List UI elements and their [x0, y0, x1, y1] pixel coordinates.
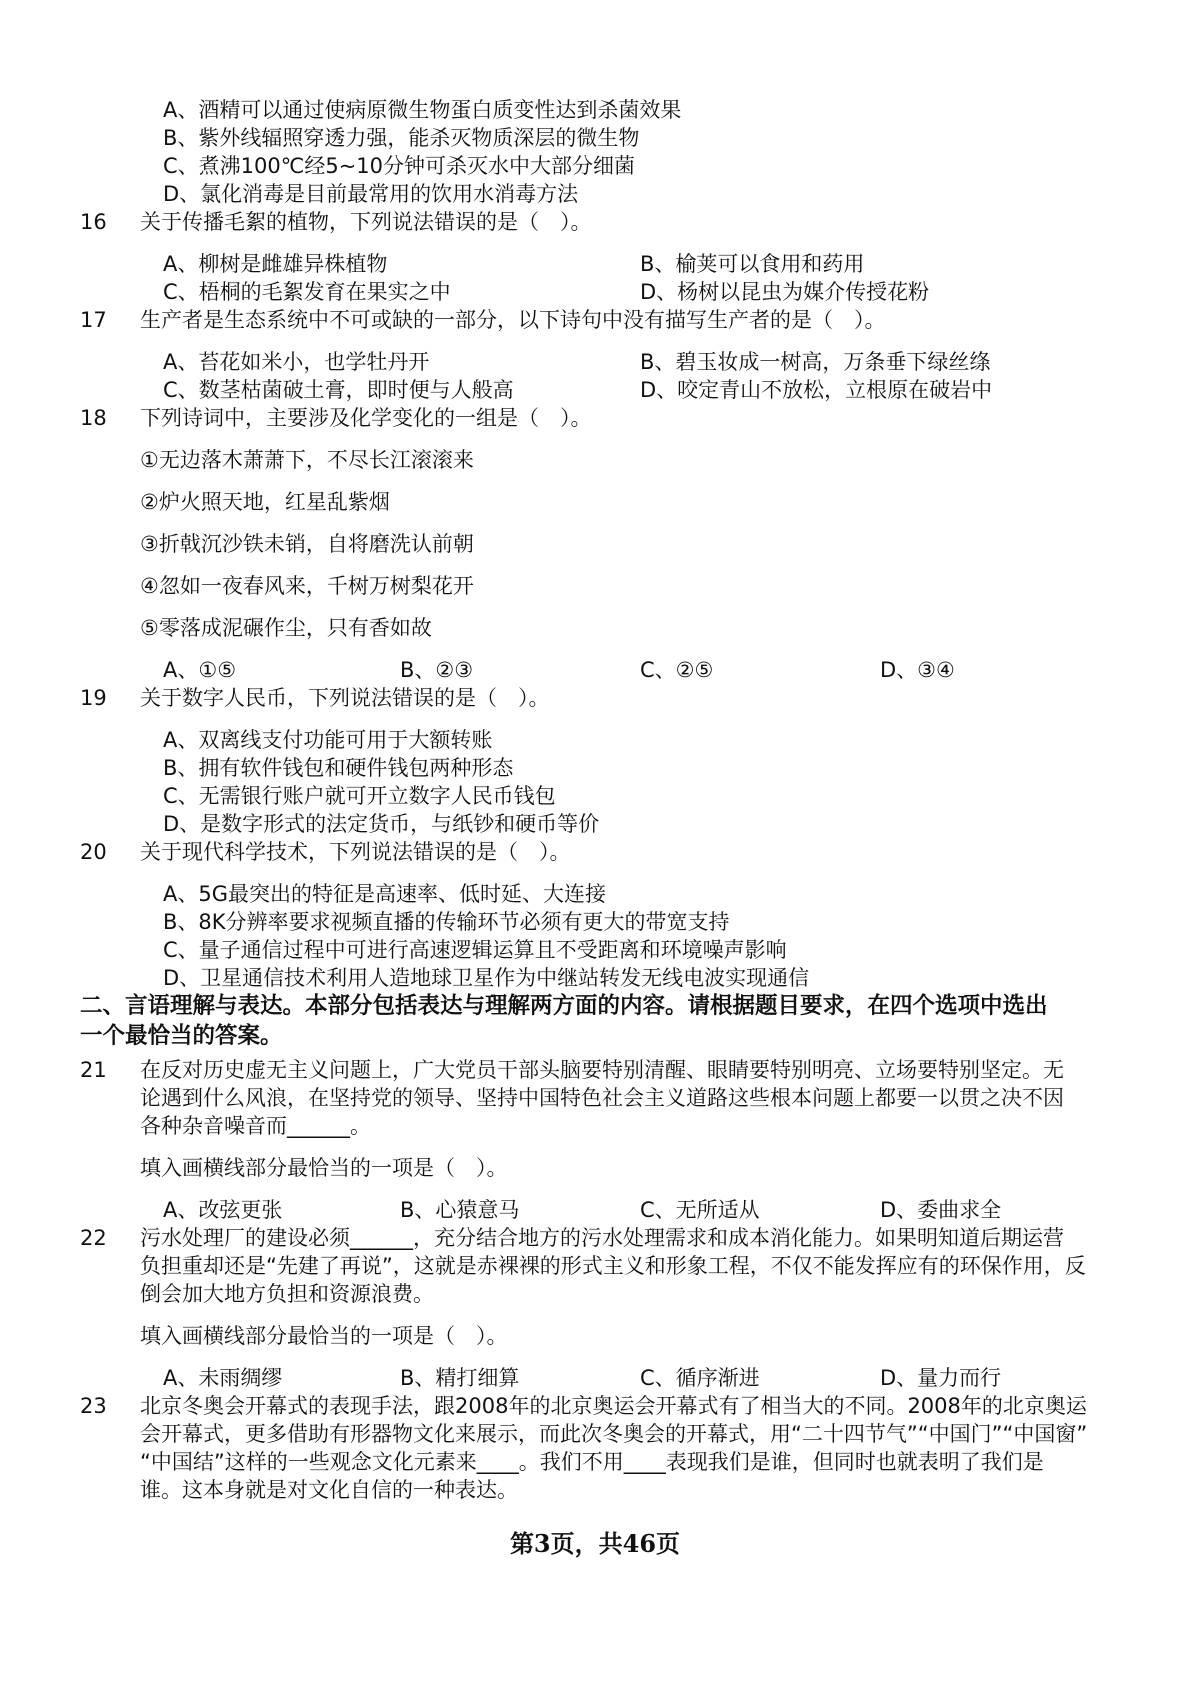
q17-number: 17	[80, 308, 107, 332]
q20-option-c: C、量子通信过程中可进行高速逻辑运算且不受距离和环境噪声影响	[163, 938, 787, 962]
q18-poem-2: ②炉火照天地，红星乱紫烟	[140, 490, 390, 514]
q17-option-b: B、碧玉妆成一树高，万条垂下绿丝绦	[640, 350, 991, 374]
q20-option-b: B、8K分辨率要求视频直播的传输环节必须有更大的带宽支持	[163, 910, 730, 934]
q15-option-a: A、酒精可以通过使病原微生物蛋白质变性达到杀菌效果	[163, 98, 682, 122]
q18-stem: 下列诗词中，主要涉及化学变化的一组是（ ）。	[140, 406, 592, 430]
q18-option-d: D、③④	[880, 658, 955, 682]
q18-option-a: A、①⑤	[163, 658, 237, 682]
q17-option-a: A、苔花如米小，也学牡丹开	[163, 350, 430, 374]
q22-option-b: B、精打细算	[400, 1366, 520, 1390]
q16-option-d: D、杨树以昆虫为媒介传授花粉	[640, 280, 930, 304]
q19-option-c: C、无需银行账户就可开立数字人民币钱包	[163, 784, 556, 808]
q19-stem: 关于数字人民币，下列说法错误的是（ ）。	[140, 686, 550, 710]
q18-poem-3: ③折戟沉沙铁未销，自将磨洗认前朝	[140, 532, 474, 556]
section-heading-line1: 二、言语理解与表达。本部分包括表达与理解两方面的内容。请根据题目要求，在四个选项中选出	[80, 993, 1048, 1019]
q16-stem: 关于传播毛絮的植物，下列说法错误的是（ ）。	[140, 210, 592, 234]
q21-number: 21	[80, 1058, 107, 1082]
q21-option-a: A、改弦更张	[163, 1198, 283, 1222]
q23-text-line1: 北京冬奥会开幕式的表现手法，跟2008年的北京奥运会开幕式有了相当大的不同。2008年的北京奥运	[140, 1394, 1087, 1418]
q20-option-a: A、5G最突出的特征是高速率、低时延、大连接	[163, 882, 606, 906]
q21-prompt: 填入画横线部分最恰当的一项是（ ）。	[140, 1156, 508, 1180]
q17-option-d: D、咬定青山不放松，立根原在破岩中	[640, 378, 993, 402]
q22-option-a: A、未雨绸缪	[163, 1366, 283, 1390]
q15-option-c: C、煮沸100℃经5~10分钟可杀灭水中大部分细菌	[163, 154, 636, 178]
q20-option-d: D、卫星通信技术利用人造地球卫星作为中继站转发无线电波实现通信	[163, 966, 810, 990]
q18-number: 18	[80, 406, 107, 430]
q16-option-b: B、榆荚可以食用和药用	[640, 252, 865, 276]
q17-option-c: C、数茎枯菌破土膏，即时便与人般高	[163, 378, 514, 402]
q21-option-c: C、无所适从	[640, 1198, 760, 1222]
q20-number: 20	[80, 840, 107, 864]
q18-option-c: C、②⑤	[640, 658, 714, 682]
q21-text-line2: 论遇到什么风浪，在坚持党的领导、坚持中国特色社会主义道路这些根本问题上都要一以贯之决不因	[140, 1086, 1064, 1110]
q21-option-b: B、心猿意马	[400, 1198, 520, 1222]
q16-number: 16	[80, 210, 107, 234]
q21-text-line3: 各种杂音噪音而______。	[140, 1114, 371, 1138]
q18-poem-5: ⑤零落成泥碾作尘，只有香如故	[140, 616, 432, 640]
q17-stem: 生产者是生态系统中不可或缺的一部分，以下诗句中没有描写生产者的是（ ）。	[140, 308, 886, 332]
q22-option-c: C、循序渐进	[640, 1366, 760, 1390]
q18-option-b: B、②③	[400, 658, 474, 682]
q16-option-a: A、柳树是雌雄异株植物	[163, 252, 388, 276]
q20-stem: 关于现代科学技术，下列说法错误的是（ ）。	[140, 840, 571, 864]
q23-text-line3: “中国结”这样的一些观念文化元素来____。我们不用____表现我们是谁，但同时也就表明了我们是	[140, 1450, 1044, 1474]
q21-text-line1: 在反对历史虚无主义问题上，广大党员干部头脑要特别清醒、眼睛要特别明亮、立场要特别坚定。无	[140, 1058, 1064, 1082]
q22-option-d: D、量力而行	[880, 1366, 1002, 1390]
q16-option-c: C、梧桐的毛絮发育在果实之中	[163, 280, 451, 304]
q15-option-b: B、紫外线辐照穿透力强，能杀灭物质深层的微生物	[163, 126, 640, 150]
q18-poem-4: ④忽如一夜春风来，千树万树梨花开	[140, 574, 474, 598]
q22-text-line2: 负担重却还是“先建了再说”，这就是赤裸裸的形式主义和形象工程，不仅不能发挥应有的环保作用，反	[140, 1254, 1086, 1278]
q23-text-line4: 谁。这本身就是对文化自信的一种表达。	[140, 1478, 518, 1502]
q22-text-line1: 污水处理厂的建设必须______，充分结合地方的污水处理需求和成本消化能力。如果明知道后期运营	[140, 1226, 1064, 1250]
q23-number: 23	[80, 1394, 107, 1418]
q19-option-a: A、双离线支付功能可用于大额转账	[163, 728, 493, 752]
page-number-footer: 第3页，共46页	[509, 1529, 681, 1558]
q23-text-line2: 会开幕式，更多借助有形器物文化来展示，而此次冬奥会的开幕式，用“二十四节气”“中国门”“中国窗”	[140, 1422, 1088, 1446]
q18-poem-1: ①无边落木萧萧下，不尽长江滚滚来	[140, 448, 474, 472]
section-heading-line2: 一个最恰当的答案。	[80, 1023, 283, 1049]
q21-option-d: D、委曲求全	[880, 1198, 1002, 1222]
q22-text-line3: 倒会加大地方负担和资源浪费。	[140, 1282, 434, 1306]
q19-number: 19	[80, 686, 107, 710]
q19-option-b: B、拥有软件钱包和硬件钱包两种形态	[163, 756, 514, 780]
q15-option-d: D、氯化消毒是目前最常用的饮用水消毒方法	[163, 182, 579, 206]
q22-prompt: 填入画横线部分最恰当的一项是（ ）。	[140, 1324, 508, 1348]
q19-option-d: D、是数字形式的法定货币，与纸钞和硬币等价	[163, 812, 600, 836]
q22-number: 22	[80, 1226, 107, 1250]
